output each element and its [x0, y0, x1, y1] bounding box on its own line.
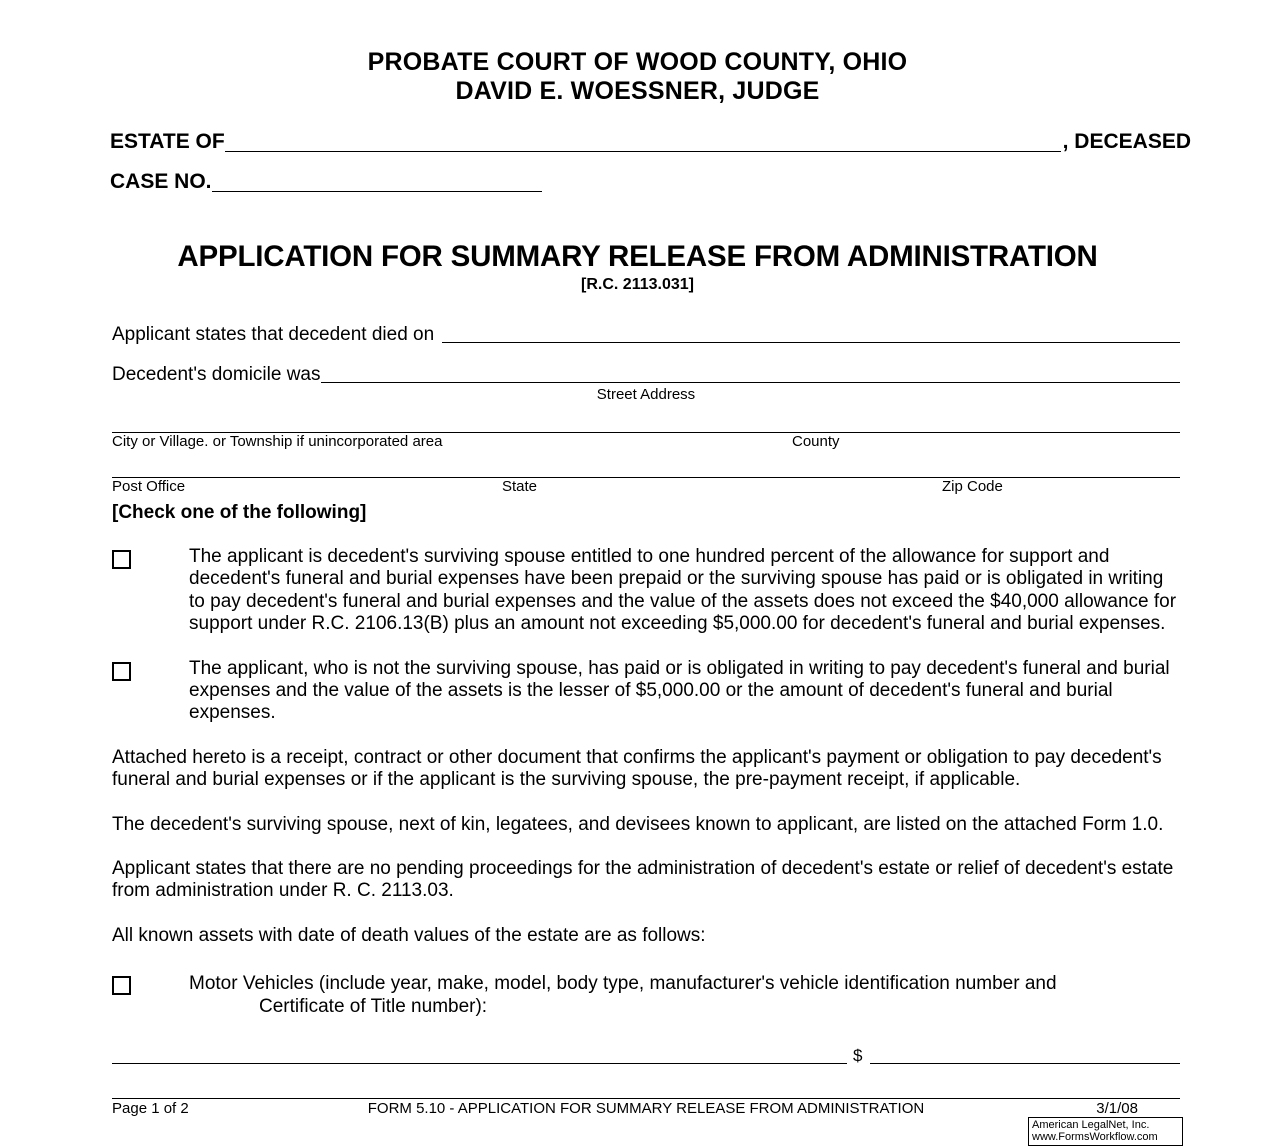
legalnet-company: American LegalNet, Inc. [1032, 1118, 1150, 1131]
checkbox-icon[interactable] [112, 976, 131, 995]
date-of-death-input[interactable] [442, 325, 1180, 343]
form-name: FORM 5.10 - APPLICATION FOR SUMMARY RELEASE FROM ADMINISTRATION [367, 1100, 925, 1117]
domicile-row [112, 364, 1180, 386]
estate-of-row [0, 130, 1275, 154]
option-not-surviving-spouse[interactable] [112, 658, 1180, 725]
paragraph-next-of-kin: The decedent's surviving spouse, next of kin, legatees, and devisees known to applicant, are listed on the attached Form 1.0. [112, 813, 1164, 835]
motor-vehicle-entry-row [112, 1047, 1180, 1064]
dollar-sign: $ [853, 1045, 863, 1065]
paragraph-assets-intro: All known assets with date of death values of the estate are as follows: [112, 924, 706, 946]
post-office-caption: Post Office [112, 478, 186, 495]
estate-of-input[interactable] [225, 131, 1061, 152]
motor-vehicles-line1: Motor Vehicles (include year, make, model, body type, manufacturer's vehicle identification number and [189, 973, 1057, 995]
domicile-label: Decedent's domicile was [112, 364, 321, 385]
street-address-caption: Street Address [596, 386, 696, 403]
date-of-death-label: Applicant states that decedent died on [112, 324, 435, 345]
case-number-row [0, 170, 1275, 194]
document-page [0, 48, 1275, 1148]
motor-vehicles-line2: Certificate of Title number): [259, 996, 488, 1018]
case-number-input[interactable] [212, 171, 542, 192]
city-village-township-caption: City or Village. or Township if unincorporated area [112, 433, 443, 450]
estate-of-label: ESTATE OF [110, 130, 225, 153]
state-caption: State [502, 478, 538, 495]
motor-vehicles-item[interactable] [112, 973, 1180, 1019]
paragraph-no-pending-proceedings: Applicant states that there are no pending proceedings for the administration of decedent's estate or relief of decedent's estate from administration under R. C. 2113.03. [112, 858, 1174, 902]
date-of-death-row [112, 324, 1180, 346]
zip-code-caption: Zip Code [942, 478, 1003, 495]
city-county-caption-row [112, 433, 1180, 453]
legalnet-stamp [1028, 1117, 1183, 1146]
statute-citation: [R.C. 2113.031] [581, 276, 694, 293]
checkbox-icon[interactable] [112, 662, 131, 681]
option-not-surviving-spouse-text: The applicant, who is not the surviving spouse, has paid or is obligated in writing to pay decedent's funeral and burial expenses and the value of the assets is the lesser of $5,000.00 or the amount of decedent's funeral and burial expenses. [189, 657, 1170, 724]
additional-asset-line[interactable] [112, 1098, 1180, 1099]
case-number-label: CASE NO. [110, 170, 212, 193]
street-address-caption-row [112, 386, 1180, 406]
option-surviving-spouse[interactable] [112, 546, 1180, 636]
paragraph-attached-receipt: Attached hereto is a receipt, contract or other document that confirms the applicant's payment or obligation to pay decedent's funeral and burial expenses or if the applicant is the surviving spouse, the pre-payment receipt, if applicable. [112, 746, 1162, 791]
page-number: Page 1 of 2 [112, 1100, 189, 1117]
motor-vehicles-text [189, 973, 1180, 1019]
page-title: APPLICATION FOR SUMMARY RELEASE FROM ADMINISTRATION [177, 240, 1098, 273]
legalnet-url[interactable]: www.FormsWorkflow.com [1032, 1131, 1158, 1144]
document-body [0, 324, 1275, 1099]
court-header [0, 48, 1275, 106]
court-title-line1: PROBATE COURT OF WOOD COUNTY, OHIO [367, 48, 908, 76]
motor-vehicle-amount-input[interactable] [870, 1048, 1180, 1064]
street-address-input[interactable] [321, 365, 1181, 383]
deceased-label: , DECEASED [1062, 130, 1191, 153]
motor-vehicle-description-input[interactable] [112, 1048, 847, 1064]
checkbox-icon[interactable] [112, 550, 131, 569]
check-one-instruction: [Check one of the following] [112, 502, 367, 523]
revision-date: 3/1/08 [1096, 1100, 1138, 1117]
post-office-caption-row [112, 478, 1180, 498]
option-surviving-spouse-text: The applicant is decedent's surviving spouse entitled to one hundred percent of the allowance for support and decedent's funeral and burial expenses have been prepaid or the surviving spouse has paid or is obligated in writing to pay decedent's funeral and burial expenses and the value of the assets does not exceed the $40,000 allowance for support under R.C. 2106.13(B) plus an amount not exceeding $5,000.00 for decedent's funeral and burial expenses. [189, 546, 1177, 635]
court-title-line2: DAVID E. WOESSNER, JUDGE [455, 77, 820, 105]
county-caption: County [792, 433, 840, 450]
